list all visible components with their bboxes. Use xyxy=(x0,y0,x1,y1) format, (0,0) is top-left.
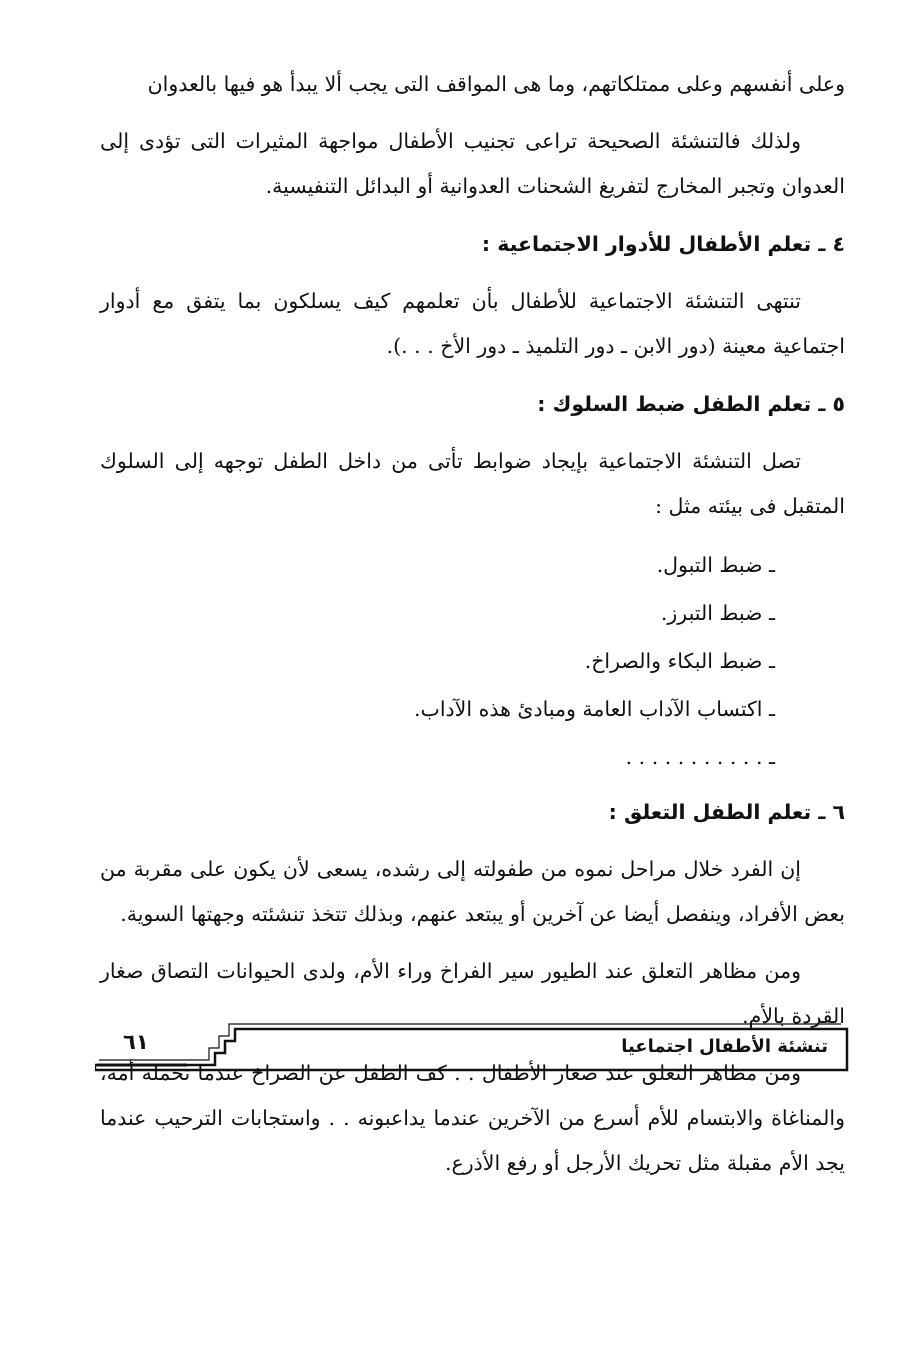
page-number: ٦١ xyxy=(123,1030,149,1054)
paragraph-attachment-intro: إن الفرد خلال مراحل نموه من طفولته إلى رشده، يسعى لأن يكون على مقربة من بعض الأفراد، وينفصل أيضا عن آخرين أو يبتعد عنهم، وبذلك تتخذ تنشئته وجهتها السوية. xyxy=(100,857,845,926)
paragraph-behavior-control: تصل التنشئة الاجتماعية بإيجاد ضوابط تأتى من داخل الطفل توجهه إلى السلوك المتقبل فى بيئته مثل : xyxy=(100,449,845,518)
list-item: ـ ضبط التبرز. xyxy=(660,601,775,625)
list-item: ـ ضبط البكاء والصراخ. xyxy=(584,649,775,673)
behavior-control-list xyxy=(100,541,845,781)
list-item: ـ ضبط التبول. xyxy=(656,553,775,577)
list-item: ـ اكتساب الآداب العامة ومبادئ هذه الآداب. xyxy=(414,697,775,721)
heading-social-roles: ٤ ـ تعلم الأطفال للأدوار الاجتماعية : xyxy=(481,232,845,256)
paragraph-aggression-end: وعلى أنفسهم وعلى ممتلكاتهم، وما هى المواقف التى يجب ألا يبدأ هو فيها بالعدوان xyxy=(147,72,845,96)
paragraph-proper-upbringing: ولذلك فالتنشئة الصحيحة تراعى تجنيب الأطفال مواجهة المثيرات التى تؤدى إلى العدوان وتجبر المخارج لتفريغ الشحنات العدوانية أو البدائل التنفيسية. xyxy=(100,129,845,198)
list-item: ـ . . . . . . . . . . . xyxy=(625,745,775,769)
paragraph-attachment-children: ومن مظاهر التعلق عند صغار الأطفال . . كف الطفل عن الصراخ عندما تحمله أمه، والمناغاة والابتسام للأم أسرع من الآخرين عندما يداعبونه . . واستجابات الترحيب عندما يجد الأم مقبلة مثل تحريك الأرجل أو رفع الأذرع. xyxy=(100,1061,845,1175)
heading-behavior-control: ٥ ـ تعلم الطفل ضبط السلوك : xyxy=(537,392,845,416)
footer-book-title: تنشئة الأطفال اجتماعيا xyxy=(621,1036,828,1057)
paragraph-social-roles: تنتهى التنشئة الاجتماعية للأطفال بأن تعلمهم كيف يسلكون بما يتفق مع أدوار اجتماعية معينة (دور الابن ـ دور التلميذ ـ دور الأخ . . .). xyxy=(100,289,845,358)
page-footer xyxy=(95,1018,850,1074)
paragraph-attachment-animals: ومن مظاهر التعلق عند الطيور سير الفراخ وراء الأم، ولدى الحيوانات التصاق صغار القردة بالأم. xyxy=(100,959,845,1028)
heading-attachment: ٦ ـ تعلم الطفل التعلق : xyxy=(608,800,845,824)
